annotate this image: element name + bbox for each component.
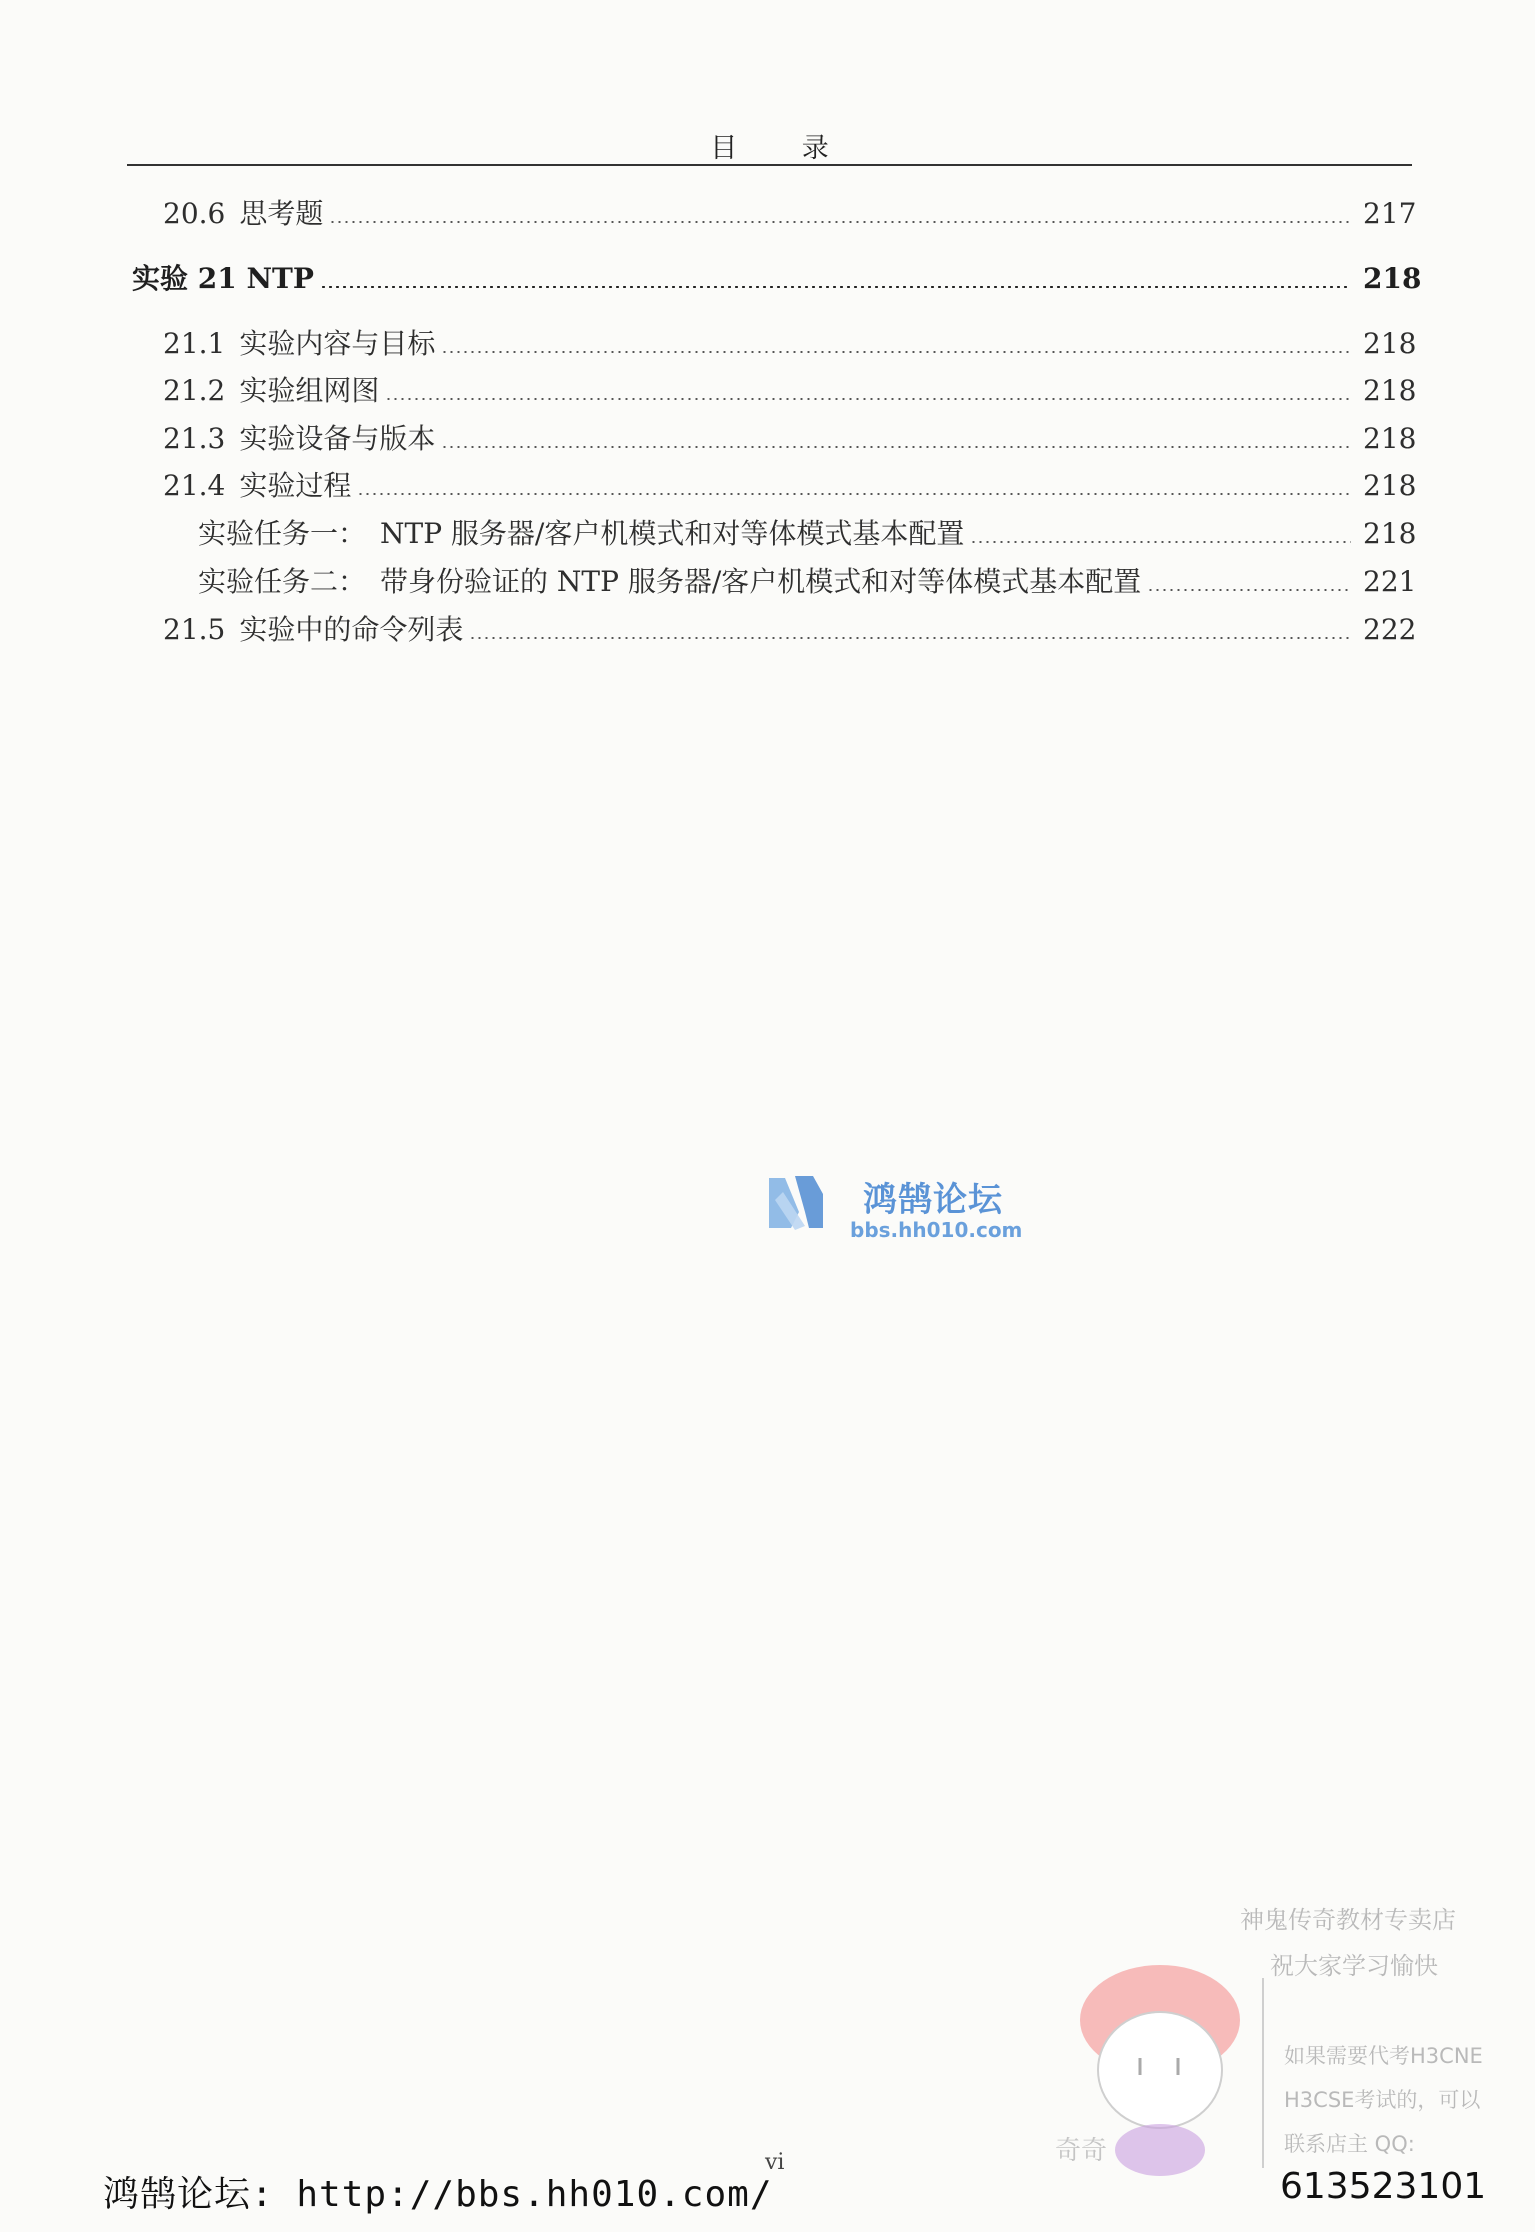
toc-page-number: 218 xyxy=(1363,262,1422,295)
leader-dots xyxy=(1147,589,1351,591)
qq-number: 613523101 xyxy=(1280,2166,1487,2207)
shop-line: 如果需要代考H3CNE xyxy=(1284,2044,1483,2068)
toc-title: 实验内容与目标 xyxy=(239,327,436,360)
forum-url: bbs.hh010.com xyxy=(850,1218,1023,1242)
toc-task-label: 实验任务二： xyxy=(198,565,367,598)
leader-dots xyxy=(469,637,1351,639)
toc-entry[interactable] xyxy=(163,371,1417,411)
toc-task-label: 实验任务一： xyxy=(198,517,367,550)
toc-number: 21.2 xyxy=(163,374,226,407)
leader-dots xyxy=(385,398,1351,400)
toc-title: 实验中的命令列表 xyxy=(239,613,464,646)
toc-entry[interactable] xyxy=(163,419,1417,459)
toc-title: 带身份验证的 NTP 服务器/客户机模式和对等体模式基本配置 xyxy=(380,565,1142,598)
shop-name: 神鬼传奇教材专卖店 xyxy=(1240,1906,1456,1934)
shop-contact-box xyxy=(1262,1978,1494,2168)
toc-number: 21.5 xyxy=(163,613,226,646)
toc-page-number: 217 xyxy=(1363,197,1417,230)
forum-name: 鸿鹄论坛 xyxy=(863,1180,1003,1220)
shop-line: 联系店主 QQ: xyxy=(1284,2132,1415,2156)
forum-footer-link[interactable]: 鸿鹄论坛: http://bbs.hh010.com/ xyxy=(103,2174,773,2215)
toc-number: 20.6 xyxy=(163,197,226,230)
toc-page-number: 218 xyxy=(1363,374,1417,407)
leader-dots xyxy=(329,221,1351,223)
leader-dots xyxy=(320,286,1351,288)
toc-number: 21.4 xyxy=(163,469,226,502)
toc-number: 21.3 xyxy=(163,422,226,455)
toc-number: 21.1 xyxy=(163,327,226,360)
toc-page-number: 218 xyxy=(1363,422,1417,455)
toc-page-number: 218 xyxy=(1363,327,1417,360)
leader-dots xyxy=(441,446,1351,448)
page-title: 目 录 xyxy=(710,133,857,164)
leader-dots xyxy=(441,351,1351,353)
shop-line: H3CSE考试的，可以 xyxy=(1284,2088,1481,2112)
toc-page-number: 218 xyxy=(1363,469,1417,502)
toc-page-number: 221 xyxy=(1363,565,1417,598)
toc-title: 实验组网图 xyxy=(239,374,380,407)
toc-chapter-entry[interactable] xyxy=(132,259,1422,299)
forum-watermark xyxy=(765,1172,1025,1244)
cartoon-label: 奇奇 xyxy=(1055,2136,1108,2166)
leader-dots xyxy=(970,541,1351,543)
shop-greeting: 祝大家学习愉快 xyxy=(1270,1952,1438,1980)
toc-task-entry[interactable] xyxy=(198,514,1417,554)
toc-entry[interactable] xyxy=(163,466,1417,506)
toc-title: 思考题 xyxy=(239,197,324,230)
toc-task-entry[interactable] xyxy=(198,562,1417,602)
page-number: vi xyxy=(765,2150,785,2175)
toc-title: NTP 服务器/客户机模式和对等体模式基本配置 xyxy=(380,517,965,550)
toc-title: 实验过程 xyxy=(239,469,352,502)
page-header xyxy=(127,124,1412,166)
toc-page-number: 218 xyxy=(1363,517,1417,550)
forum-logo-icon xyxy=(765,1172,827,1232)
toc-entry[interactable] xyxy=(163,610,1417,650)
toc-title: 实验设备与版本 xyxy=(239,422,436,455)
toc-page-number: 222 xyxy=(1363,613,1417,646)
toc-entry[interactable] xyxy=(163,324,1417,364)
toc-title: 实验 21 NTP xyxy=(132,262,314,295)
toc-entry[interactable] xyxy=(163,194,1417,234)
leader-dots xyxy=(357,493,1351,495)
